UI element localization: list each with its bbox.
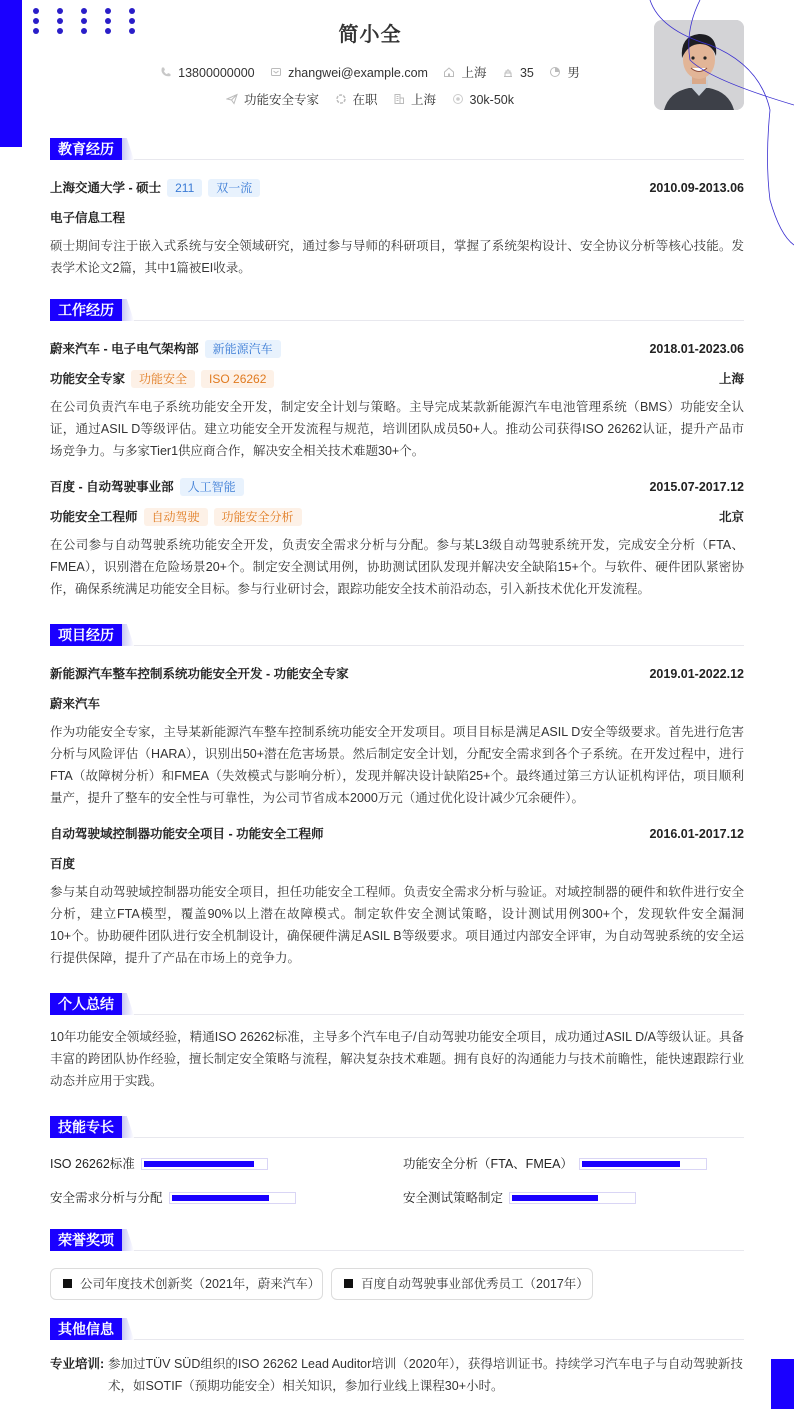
work-date: 2018.01-2023.06 xyxy=(649,342,744,356)
bullet-square-icon xyxy=(63,1279,72,1288)
job-role: 功能安全工程师 xyxy=(50,510,138,524)
project-item xyxy=(50,825,744,969)
work-location: 上海 xyxy=(718,372,744,386)
section-awards xyxy=(50,1229,744,1300)
skill-level-bar xyxy=(141,1158,268,1170)
project-item xyxy=(50,665,744,809)
school-degree: 上海交通大学 - 硕士 xyxy=(50,181,162,195)
accent-bar-bottom-right xyxy=(771,1359,794,1409)
section-other xyxy=(50,1318,744,1397)
section-skills xyxy=(50,1116,744,1205)
section-work xyxy=(50,299,744,600)
work-description: 在公司参与自动驾驶系统功能安全开发，负责安全需求分析与分配。参与某L3级自动驾驶系统开发，完成安全分析（FTA、FMEA），识别潜在危险场景20+个。制定安全测试用例，协助测试团队发现并解决安全缺陷15+个。与软件、硬件团队紧密协作，确保系统满足功能安全目标。参与行业研讨会，跟踪功能安全技术前沿动态，引入新技术优化开发流程。 xyxy=(50,538,744,596)
person-portrait-icon xyxy=(654,20,744,110)
section-header xyxy=(50,993,744,1015)
section-title: 教育经历 xyxy=(50,138,122,160)
phone-item: 13800000000 xyxy=(160,66,254,80)
skill-name: ISO 26262标准 xyxy=(50,1157,135,1171)
project-description: 参与某自动驾驶域控制器功能安全项目，担任功能安全工程师。负责安全需求分析与验证。对域控制器的硬件和软件进行安全分析，建立FTA模型，覆盖90%以上潜在故障模式。制定软件安全测试策略，设计测试用例300+个，发现软件安全漏洞10+个。协助硬件团队进行安全机制设计，确保硬件满足ASIL B等级要求。项目通过内部安全评审，为自动驾驶系统的安全运行提供保障，提升了产品在市场上的竞争力。 xyxy=(50,885,744,965)
work-role-row xyxy=(50,508,744,526)
section-header xyxy=(50,1318,744,1340)
other-info-label: 专业培训: xyxy=(50,1357,105,1371)
education-description: 硕士期间专注于嵌入式系统与安全领域研究，通过参与导师的科研项目，掌握了系统架构设计、安全协议分析等核心技能。发表学术论文2篇，其中1篇被EI收录。 xyxy=(50,239,744,275)
candidate-name: 简小全 xyxy=(338,24,402,46)
contact-row-2 xyxy=(0,90,740,108)
section-title: 工作经历 xyxy=(50,299,122,321)
section-education xyxy=(50,138,744,279)
section-header xyxy=(50,1229,744,1251)
section-title: 个人总结 xyxy=(50,993,122,1015)
work-location: 北京 xyxy=(718,510,744,524)
award-item: 公司年度技术创新奖（2021年，蔚来汽车） xyxy=(50,1268,323,1300)
salary-icon xyxy=(452,93,464,105)
project-company: 百度 xyxy=(50,857,76,871)
skill-name: 安全测试策略制定 xyxy=(403,1191,504,1205)
home-icon xyxy=(443,66,455,78)
job-intent-item: 功能安全专家 xyxy=(226,90,319,108)
gender-item: 男 xyxy=(549,63,580,81)
project-company: 蔚来汽车 xyxy=(50,697,101,711)
city-item: 上海 xyxy=(393,90,436,108)
summary-text: 10年功能安全领域经验，精通ISO 26262标准，主导多个汽车电子/自动驾驶功能安全项目，成功通过ASIL D/A等级认证。具备丰富的跨团队协作经验，擅长制定安全策略与流程，解决复杂技术难题。拥有良好的沟通能力与技术前瞻性，能快速跟踪行业动态并应用于实践。 xyxy=(50,1030,744,1088)
work-role-row xyxy=(50,370,744,388)
skill-level-bar xyxy=(509,1192,636,1204)
project-item-header xyxy=(50,825,744,843)
skill-tag: 自动驾驶 xyxy=(144,508,208,526)
section-header xyxy=(50,299,744,321)
project-description: 作为功能安全专家，主导某新能源汽车整车控制系统功能安全开发项目。项目目标是满足ASIL D安全等级要求。首先进行危害分析与风险评估（HARA），识别出50+潜在危害场景。然后制定安全计划，分配安全需求到各个子系统。在开发过程中，进行FTA（故障树分析）和FMEA（失效模式与影响分析），发现并解决设计缺陷25+个。最终通过第三方认证机构评估，项目顺利量产，提升了整车的安全性与可靠性，为公司节省成本2000万元（通过优化设计减少冗余硬件）。 xyxy=(50,725,744,805)
project-name: 新能源汽车整车控制系统功能安全开发 - 功能安全专家 xyxy=(50,667,349,681)
work-item-header xyxy=(50,340,744,358)
company-department: 百度 - 自动驾驶事业部 xyxy=(50,480,174,494)
skill-tag: ISO 26262 xyxy=(201,370,274,388)
industry-tag: 人工智能 xyxy=(180,478,244,496)
skill-item xyxy=(50,1191,296,1205)
bullet-square-icon xyxy=(344,1279,353,1288)
school-tag: 211 xyxy=(167,179,202,197)
contact-row-1 xyxy=(0,63,740,81)
skill-name: 功能安全分析（FTA、FMEA） xyxy=(403,1157,573,1171)
age-icon xyxy=(502,66,514,78)
award-item: 百度自动驾驶事业部优秀员工（2017年） xyxy=(331,1268,593,1300)
email-item: zhangwei@example.com xyxy=(270,66,428,80)
gender-icon xyxy=(549,66,561,78)
section-title: 项目经历 xyxy=(50,624,122,646)
section-projects xyxy=(50,624,744,969)
education-date: 2010.09-2013.06 xyxy=(649,181,744,195)
education-item-header xyxy=(50,179,744,197)
section-title: 荣誉奖项 xyxy=(50,1229,122,1251)
section-title: 其他信息 xyxy=(50,1318,122,1340)
section-summary xyxy=(50,993,744,1092)
project-date: 2019.01-2022.12 xyxy=(649,667,744,681)
skill-item xyxy=(50,1157,268,1171)
project-date: 2016.01-2017.12 xyxy=(649,827,744,841)
work-item xyxy=(50,478,744,600)
work-date: 2015.07-2017.12 xyxy=(649,480,744,494)
school-tag: 双一流 xyxy=(208,179,260,197)
skill-level-bar xyxy=(579,1158,707,1170)
salary-item: 30k-50k xyxy=(452,93,514,107)
skill-item xyxy=(403,1191,636,1205)
section-title: 技能专长 xyxy=(50,1116,122,1138)
skill-name: 安全需求分析与分配 xyxy=(50,1191,163,1205)
skill-item xyxy=(403,1157,707,1171)
skill-level-bar xyxy=(169,1192,296,1204)
section-header xyxy=(50,624,744,646)
awards-list xyxy=(50,1268,744,1300)
work-item-header xyxy=(50,478,744,496)
major: 电子信息工程 xyxy=(50,211,126,225)
mail-icon xyxy=(270,66,282,78)
home-item: 上海 xyxy=(443,63,486,81)
skill-tag: 功能安全 xyxy=(131,370,195,388)
other-info-item xyxy=(50,1353,744,1397)
status-item: 在职 xyxy=(335,90,378,108)
building-icon xyxy=(393,93,405,105)
job-role: 功能安全专家 xyxy=(50,372,126,386)
work-description: 在公司负责汽车电子系统功能安全开发，制定安全计划与策略。主导完成某款新能源汽车电池管理系统（BMS）功能安全认证，通过ASIL D等级评估。建立功能安全开发流程与规范，培训团队成员50+人。推动公司获得ISO 26262认证，提升产品市场竞争力。与多家Tier1供应商合作，解决安全相关技术难题30+个。 xyxy=(50,400,744,458)
status-icon xyxy=(335,93,347,105)
avatar-photo xyxy=(654,20,744,110)
project-name: 自动驾驶域控制器功能安全项目 - 功能安全工程师 xyxy=(50,827,324,841)
other-info-text: 参加过TÜV SÜD组织的ISO 26262 Lead Auditor培训（2020年），获得培训证书。持续学习汽车电子与自动驾驶新技术，如SOTIF（预期功能安全）相关知识，参加行业线上课程30+小时。 xyxy=(108,1357,743,1393)
company-department: 蔚来汽车 - 电子电气架构部 xyxy=(50,342,199,356)
project-item-header xyxy=(50,665,744,683)
work-item xyxy=(50,340,744,462)
send-icon xyxy=(226,93,238,105)
section-header xyxy=(50,1116,744,1138)
industry-tag: 新能源汽车 xyxy=(205,340,281,358)
skill-tag: 功能安全分析 xyxy=(214,508,302,526)
section-header xyxy=(50,138,744,160)
age-item: 35 xyxy=(502,66,534,80)
phone-icon xyxy=(160,66,172,78)
